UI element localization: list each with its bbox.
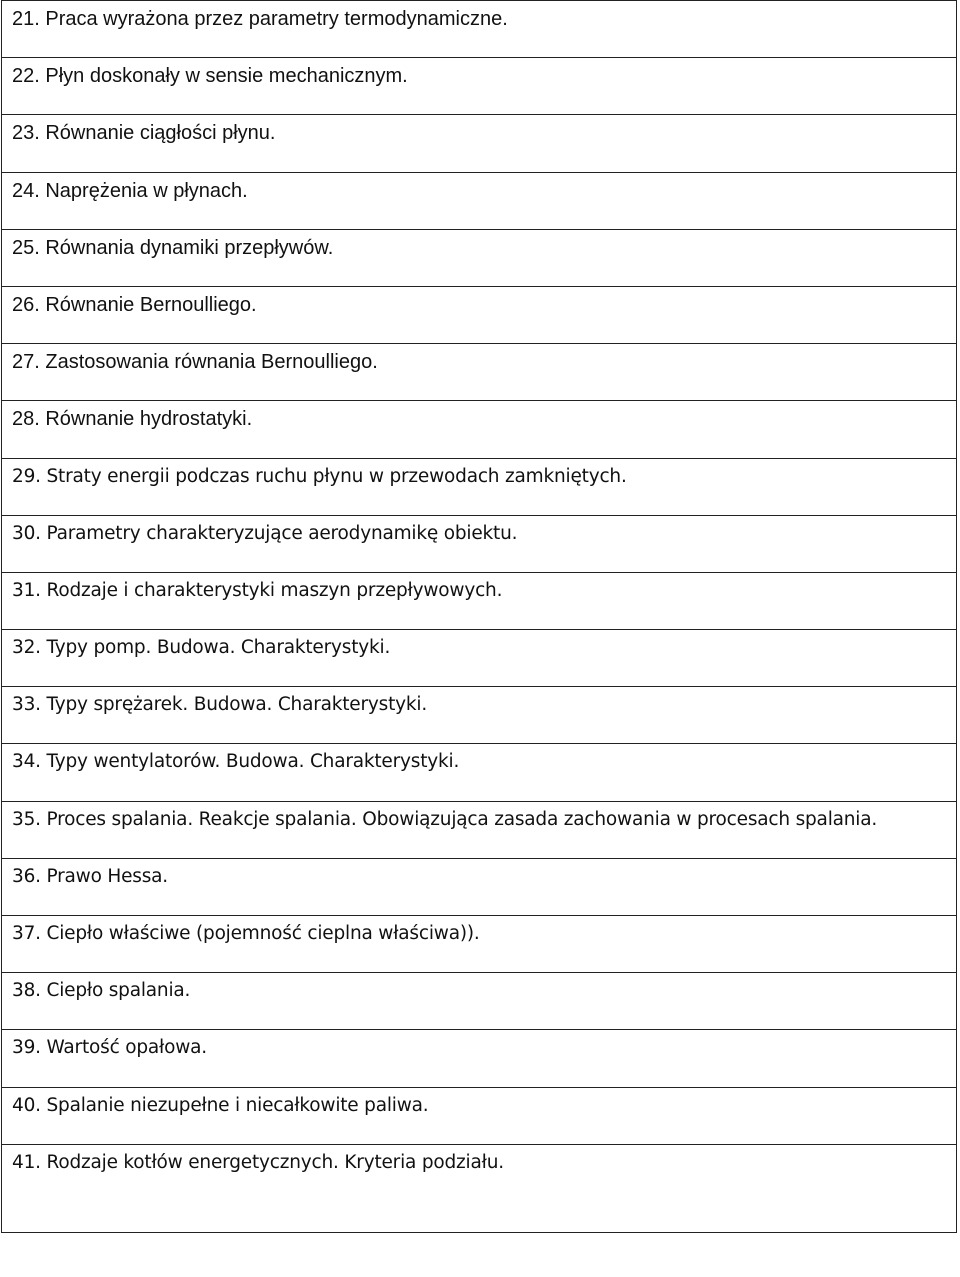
question-cell <box>2 744 957 801</box>
question-cell <box>2 630 957 687</box>
question-row <box>2 229 957 286</box>
question-text: 40. Spalanie niezupełne i niecałkowite paliwa. <box>12 1094 429 1116</box>
question-cell <box>2 115 957 172</box>
question-row <box>2 515 957 572</box>
question-text: 33. Typy sprężarek. Budowa. Charakterystyki. <box>12 694 428 716</box>
question-cell <box>2 172 957 229</box>
question-cell <box>2 572 957 629</box>
question-text: 41. Rodzaje kotłów energetycznych. Kryteria podziału. <box>12 1151 504 1173</box>
question-text: 21. Praca wyrażona przez parametry termodynamiczne. <box>12 8 508 30</box>
question-row <box>2 687 957 744</box>
question-text: 32. Typy pomp. Budowa. Charakterystyki. <box>12 637 391 659</box>
question-cell <box>2 687 957 744</box>
question-cell <box>2 1 957 58</box>
question-row <box>2 916 957 973</box>
question-text: 36. Prawo Hessa. <box>12 865 168 887</box>
question-cell <box>2 1087 957 1144</box>
question-cell <box>2 1030 957 1087</box>
question-row <box>2 172 957 229</box>
question-row <box>2 858 957 915</box>
question-text: 30. Parametry charakteryzujące aerodynamikę obiektu. <box>12 522 518 544</box>
question-text: 38. Ciepło spalania. <box>12 980 191 1002</box>
question-text: 23. Równanie ciągłości płynu. <box>12 122 276 145</box>
question-text: 29. Straty energii podczas ruchu płynu w przewodach zamkniętych. <box>12 465 627 487</box>
question-cell <box>2 1144 957 1232</box>
question-cell <box>2 801 957 858</box>
question-row <box>2 744 957 801</box>
question-text: 39. Wartość opałowa. <box>12 1037 207 1059</box>
question-text: 28. Równanie hydrostatyki. <box>12 408 253 431</box>
question-text: 37. Ciepło właściwe (pojemność cieplna właściwa)). <box>12 923 480 944</box>
question-cell <box>2 515 957 572</box>
question-cell <box>2 916 957 973</box>
question-cell <box>2 458 957 515</box>
question-list <box>2 1 957 1233</box>
question-cell <box>2 858 957 915</box>
question-text: 34. Typy wentylatorów. Budowa. Charakterystyki. <box>12 751 460 773</box>
question-cell <box>2 401 957 458</box>
question-row <box>2 58 957 115</box>
question-row <box>2 1 957 58</box>
question-table <box>1 0 957 1233</box>
question-row <box>2 572 957 629</box>
question-row <box>2 344 957 401</box>
question-cell <box>2 973 957 1030</box>
question-row <box>2 286 957 343</box>
question-row <box>2 401 957 458</box>
question-row <box>2 115 957 172</box>
question-text: 27. Zastosowania równania Bernoulliego. <box>12 351 378 374</box>
question-text: 24. Naprężenia w płynach. <box>12 179 248 202</box>
question-row <box>2 1144 957 1232</box>
question-text: 35. Proces spalania. Reakcje spalania. Obowiązująca zasada zachowania w procesach spalania. <box>12 808 878 830</box>
question-cell <box>2 229 957 286</box>
question-row <box>2 458 957 515</box>
question-text: 22. Płyn doskonały w sensie mechanicznym. <box>12 65 408 88</box>
question-cell <box>2 58 957 115</box>
question-cell <box>2 286 957 343</box>
question-row <box>2 1087 957 1144</box>
question-text: 26. Równanie Bernoulliego. <box>12 293 257 316</box>
question-row <box>2 801 957 858</box>
question-cell <box>2 344 957 401</box>
question-row <box>2 1030 957 1087</box>
question-text: 31. Rodzaje i charakterystyki maszyn przepływowych. <box>12 579 503 601</box>
question-text: 25. Równania dynamiki przepływów. <box>12 236 334 259</box>
question-row <box>2 973 957 1030</box>
question-row <box>2 630 957 687</box>
